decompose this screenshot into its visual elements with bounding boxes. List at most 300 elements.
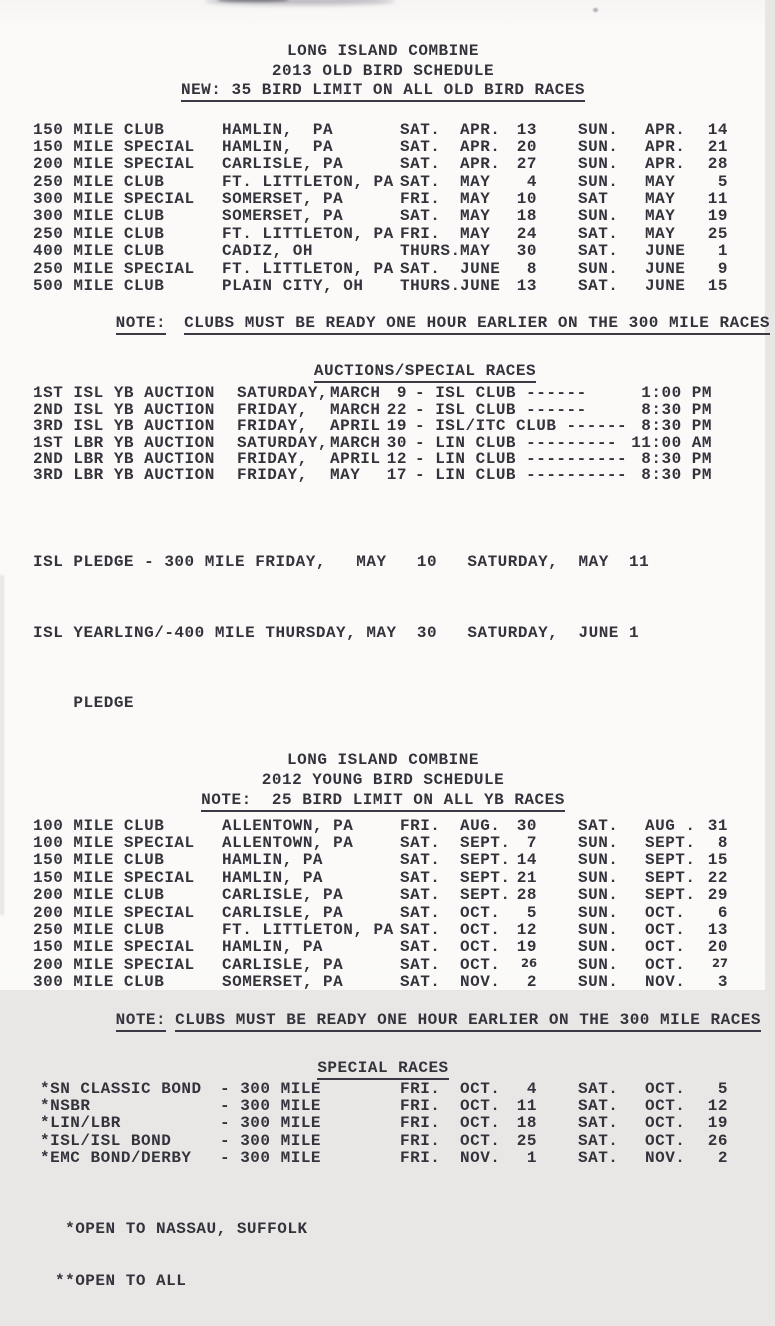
young-bird-race-table	[33, 818, 733, 992]
release-month-cell: SEPT.	[460, 886, 511, 905]
alt-day-cell: 26	[707, 1131, 728, 1150]
auction-row	[33, 451, 712, 467]
release-weekday-cell: FRI.	[400, 1114, 441, 1133]
column-gap	[537, 156, 578, 173]
release-day-cell: 13	[516, 277, 537, 296]
alt-month-cell: AUG .	[645, 816, 696, 835]
release-month-cell: MAY	[460, 224, 491, 243]
alt-weekday-cell: SAT.	[578, 1096, 619, 1115]
release-weekday-cell: FRI.	[400, 1096, 441, 1115]
release-weekday-cell: FRI.	[400, 816, 441, 835]
special-races-heading: SPECIAL RACES	[317, 1059, 448, 1080]
race-row	[33, 278, 733, 295]
column-gap	[537, 139, 578, 156]
note-text: CLUBS MUST BE READY ONE HOUR EARLIER ON THE 300 MILE RACES	[175, 1011, 761, 1032]
auction-time-cell: 8:30 PM	[641, 449, 712, 468]
release-month-cell: OCT.	[460, 921, 501, 939]
alt-weekday-cell: SUN.	[578, 973, 619, 992]
column-gap	[537, 1081, 578, 1098]
release-day-cell: 25	[516, 1131, 537, 1150]
location-cell: CARLISLE, PA	[222, 886, 344, 905]
release-day-cell: 26	[520, 955, 537, 970]
distance-cell: - 300 MILE	[220, 1079, 322, 1098]
alt-weekday-cell: SUN.	[578, 155, 619, 174]
alt-day-cell: 2	[717, 1149, 728, 1168]
alt-day-cell: 21	[707, 137, 728, 156]
auction-name-cell: 2ND LBR YB AUCTION	[33, 449, 215, 468]
column-gap	[537, 852, 578, 869]
auction-name-cell: 3RD LBR YB AUCTION	[33, 466, 215, 485]
column-gap	[537, 974, 578, 991]
race-row	[33, 139, 733, 156]
race-name-cell: 150 MILE CLUB	[33, 120, 165, 139]
race-row	[33, 208, 733, 225]
auction-day-cell: 19	[386, 417, 407, 436]
release-day-cell: 7	[526, 834, 537, 853]
release-day-cell: 1	[526, 1149, 537, 1168]
release-weekday-cell: SAT.	[400, 259, 441, 278]
special-race-row	[33, 1133, 733, 1150]
special-race-name-cell: *SN CLASSIC BOND	[40, 1079, 202, 1098]
alt-day-cell: 31	[707, 816, 728, 835]
auction-month-cell: MARCH	[330, 384, 381, 403]
column-gap	[537, 1133, 578, 1150]
release-weekday-cell: SAT.	[400, 155, 441, 174]
alt-weekday-cell: SAT	[578, 190, 609, 209]
race-name-cell: 400 MILE CLUB	[33, 242, 165, 261]
release-day-cell: 13	[516, 120, 537, 139]
column-gap	[537, 957, 578, 974]
release-day-cell: 8	[526, 259, 537, 278]
alt-day-cell: 12	[707, 1096, 728, 1115]
race-name-cell: 300 MILE CLUB	[33, 973, 165, 992]
release-weekday-cell: FRI.	[400, 1131, 441, 1150]
location-cell: ALLENTOWN, PA	[222, 816, 354, 835]
release-day-cell: 20	[516, 137, 537, 156]
auction-name-cell: 1ST ISL YB AUCTION	[33, 384, 215, 403]
alt-day-cell: 5	[717, 172, 728, 191]
race-row	[33, 852, 733, 869]
alt-weekday-cell: SAT.	[578, 816, 619, 835]
alt-month-cell: OCT.	[645, 1079, 686, 1098]
release-day-cell: 2	[526, 973, 537, 992]
alt-weekday-cell: SUN.	[578, 886, 619, 905]
alt-weekday-cell: SAT.	[578, 242, 619, 261]
race-row	[33, 174, 733, 191]
release-day-cell: 28	[516, 886, 537, 905]
release-weekday-cell: SAT.	[400, 834, 441, 853]
race-row	[33, 226, 733, 243]
release-day-cell: 4	[526, 172, 537, 191]
release-day-cell: 18	[516, 1114, 537, 1133]
old-bird-limit-note: NEW: 35 BIRD LIMIT ON ALL OLD BIRD RACES	[181, 81, 585, 102]
auction-day-cell: 22	[386, 400, 407, 419]
location-cell: FT. LITTLETON, PA	[222, 921, 394, 939]
race-row	[33, 957, 733, 974]
race-name-cell: 300 MILE CLUB	[33, 207, 165, 226]
special-races-table	[33, 1081, 733, 1168]
auction-club-cell: - ISL CLUB ------	[415, 400, 587, 419]
release-day-cell: 10	[516, 190, 537, 209]
release-month-cell: JUNE	[460, 277, 501, 296]
alt-month-cell: APR.	[645, 137, 686, 156]
note-label: NOTE:	[116, 1011, 167, 1032]
alt-weekday-cell: SUN.	[578, 903, 619, 922]
alt-month-cell: NOV.	[645, 973, 686, 992]
auction-day-cell: 30	[386, 433, 407, 452]
release-weekday-cell: THURS.	[400, 277, 461, 296]
release-day-cell: 30	[516, 816, 537, 835]
distance-cell: - 300 MILE	[220, 1149, 322, 1168]
release-month-cell: AUG.	[460, 816, 501, 835]
location-cell: CADIZ, OH	[222, 242, 313, 261]
auction-month-cell: APRIL	[330, 417, 381, 436]
release-weekday-cell: FRI.	[400, 190, 441, 209]
release-day-cell: 30	[516, 242, 537, 261]
release-weekday-cell: FRI.	[400, 224, 441, 243]
release-day-cell: 27	[516, 155, 537, 174]
alt-weekday-cell: SUN.	[578, 137, 619, 156]
alt-weekday-cell: SUN.	[578, 259, 619, 278]
auction-time-cell: 8:30 PM	[641, 466, 712, 485]
alt-weekday-cell: SUN.	[578, 834, 619, 853]
release-month-cell: OCT.	[460, 938, 501, 957]
release-month-cell: OCT.	[460, 955, 501, 974]
note-label: NOTE:	[116, 314, 167, 335]
release-weekday-cell: SAT.	[400, 973, 441, 992]
footnote-open-to-all: **OPEN TO ALL	[55, 1272, 187, 1291]
young-bird-limit-note: NOTE: 25 BIRD LIMIT ON ALL YB RACES	[201, 791, 565, 812]
alt-weekday-cell: SAT.	[578, 224, 619, 243]
release-month-cell: MAY	[460, 172, 491, 191]
release-month-cell: MAY	[460, 190, 491, 209]
pledge-lines	[33, 484, 733, 748]
location-cell: HAMLIN, PA	[222, 938, 324, 957]
auction-club-cell: - LIN CLUB ---------	[415, 433, 618, 452]
scan-edge-artifact	[0, 575, 4, 915]
alt-month-cell: APR.	[645, 120, 686, 139]
alt-month-cell: SEPT.	[645, 868, 696, 887]
alt-weekday-cell: SAT.	[578, 1149, 619, 1168]
race-row	[33, 905, 733, 922]
release-month-cell: APR.	[460, 137, 501, 156]
alt-day-cell: 8	[717, 834, 728, 853]
footnotes	[55, 1186, 733, 1326]
release-month-cell: OCT.	[460, 1131, 501, 1150]
footnote-nassau-suffolk: *OPEN TO NASSAU, SUFFOLK	[55, 1219, 308, 1238]
alt-day-cell: 5	[717, 1079, 728, 1098]
column-gap	[537, 1115, 578, 1132]
release-weekday-cell: SAT.	[400, 921, 441, 939]
alt-weekday-cell: SUN.	[578, 851, 619, 870]
release-month-cell: NOV.	[460, 973, 501, 992]
column-gap	[537, 226, 578, 243]
race-name-cell: 250 MILE CLUB	[33, 224, 165, 243]
release-weekday-cell: SAT.	[400, 886, 441, 905]
special-race-name-cell: *LIN/LBR	[40, 1114, 121, 1133]
release-day-cell: 24	[516, 224, 537, 243]
alt-month-cell: APR.	[645, 155, 686, 174]
race-name-cell: 100 MILE CLUB	[33, 816, 165, 835]
auction-club-cell: - LIN CLUB ----------	[415, 466, 628, 485]
auction-name-cell: 1ST LBR YB AUCTION	[33, 433, 215, 452]
special-race-name-cell: *ISL/ISL BOND	[40, 1131, 172, 1150]
race-name-cell: 200 MILE SPECIAL	[33, 903, 195, 922]
release-weekday-cell: SAT.	[400, 938, 441, 957]
release-weekday-cell: SAT.	[400, 137, 441, 156]
auction-weekday-cell: FRIDAY,	[237, 417, 308, 436]
race-name-cell: 100 MILE SPECIAL	[33, 834, 195, 853]
column-gap	[537, 261, 578, 278]
location-cell: HAMLIN, PA	[222, 137, 334, 156]
location-cell: CARLISLE, PA	[222, 955, 344, 974]
release-weekday-cell: SAT.	[400, 955, 441, 974]
young-bird-header	[33, 750, 733, 810]
combine-title: LONG ISLAND COMBINE	[287, 750, 479, 769]
release-day-cell: 11	[516, 1096, 537, 1115]
special-race-row	[33, 1115, 733, 1132]
column-gap	[537, 122, 578, 139]
old-bird-race-table	[33, 122, 733, 296]
auction-day-cell: 9	[396, 384, 407, 403]
auctions-heading: AUCTIONS/SPECIAL RACES	[314, 362, 536, 383]
location-cell: SOMERSET, PA	[222, 190, 344, 209]
auction-club-cell: - ISL/ITC CLUB ------	[415, 417, 628, 436]
special-race-name-cell: *EMC BOND/DERBY	[40, 1149, 192, 1168]
young-bird-note	[33, 993, 762, 1047]
race-name-cell: 250 MILE CLUB	[33, 921, 165, 939]
alt-month-cell: SEPT.	[645, 834, 696, 853]
race-row	[33, 191, 733, 208]
alt-day-cell: 3	[717, 973, 728, 992]
alt-month-cell: MAY	[645, 207, 676, 226]
alt-day-cell: 25	[707, 224, 728, 243]
old-bird-limit-line	[33, 81, 733, 101]
column-gap	[537, 1098, 578, 1115]
release-weekday-cell: FRI.	[400, 1079, 441, 1098]
auction-day-cell: 17	[386, 466, 407, 485]
column-gap	[537, 1150, 578, 1167]
auction-club-cell: - ISL CLUB ------	[415, 384, 587, 403]
column-gap	[537, 191, 578, 208]
auction-row	[33, 418, 712, 434]
alt-weekday-cell: SAT.	[578, 1079, 619, 1098]
auction-row	[33, 435, 712, 451]
auction-weekday-cell: FRIDAY,	[237, 400, 308, 419]
race-name-cell: 150 MILE SPECIAL	[33, 137, 195, 156]
auction-time-cell: 11:00 AM	[631, 433, 712, 452]
release-month-cell: SEPT.	[460, 851, 511, 870]
alt-day-cell: 9	[717, 259, 728, 278]
release-month-cell: MAY	[460, 242, 491, 261]
auction-weekday-cell: SATURDAY,	[237, 384, 328, 403]
race-row	[33, 939, 733, 956]
location-cell: ALLENTOWN, PA	[222, 834, 354, 853]
distance-cell: - 300 MILE	[220, 1114, 322, 1133]
race-name-cell: 150 MILE CLUB	[33, 851, 165, 870]
alt-month-cell: JUNE	[645, 277, 686, 296]
race-name-cell: 500 MILE CLUB	[33, 277, 165, 296]
column-gap	[537, 887, 578, 904]
alt-day-cell: 13	[707, 921, 728, 939]
column-gap	[537, 174, 578, 191]
alt-month-cell: JUNE	[645, 242, 686, 261]
alt-weekday-cell: SUN.	[578, 938, 619, 957]
alt-weekday-cell: SUN.	[578, 172, 619, 191]
race-name-cell: 300 MILE SPECIAL	[33, 190, 195, 209]
young-bird-limit-line	[33, 790, 733, 810]
release-month-cell: NOV.	[460, 1149, 501, 1168]
alt-day-cell: 6	[717, 903, 728, 922]
alt-month-cell: JUNE	[645, 259, 686, 278]
release-day-cell: 14	[516, 851, 537, 870]
location-cell: CARLISLE, PA	[222, 903, 344, 922]
alt-weekday-cell: SAT.	[578, 1131, 619, 1150]
race-row	[33, 887, 733, 904]
old-bird-schedule-title: 2013 OLD BIRD SCHEDULE	[271, 61, 495, 80]
alt-month-cell: MAY	[645, 190, 676, 209]
column-gap	[537, 208, 578, 225]
auction-row	[33, 385, 712, 401]
race-name-cell: 250 MILE SPECIAL	[33, 259, 195, 278]
race-name-cell: 250 MILE CLUB	[33, 172, 165, 191]
column-gap	[537, 939, 578, 956]
auction-name-cell: 3RD ISL YB AUCTION	[33, 417, 215, 436]
location-cell: HAMLIN, PA	[222, 851, 324, 870]
release-weekday-cell: SAT.	[400, 903, 441, 922]
release-month-cell: APR.	[460, 120, 501, 139]
race-name-cell: 200 MILE CLUB	[33, 886, 165, 905]
auction-time-cell: 1:00 PM	[641, 384, 712, 403]
race-name-cell: 200 MILE SPECIAL	[33, 155, 195, 174]
release-month-cell: SEPT.	[460, 834, 511, 853]
alt-day-cell: 1	[717, 242, 728, 261]
race-name-cell: 200 MILE SPECIAL	[33, 955, 195, 974]
race-row	[33, 243, 733, 260]
release-month-cell: SEPT.	[460, 868, 511, 887]
location-cell: SOMERSET, PA	[222, 973, 344, 992]
special-race-row	[33, 1098, 733, 1115]
column-gap	[537, 818, 578, 835]
release-month-cell: JUNE	[460, 259, 501, 278]
alt-weekday-cell: SUN.	[578, 868, 619, 887]
alt-day-cell: 19	[707, 207, 728, 226]
note-text: CLUBS MUST BE READY ONE HOUR EARLIER ON THE 300 MILE RACES	[184, 314, 770, 335]
distance-cell: - 300 MILE	[220, 1096, 322, 1115]
race-row	[33, 922, 733, 939]
old-bird-header	[33, 42, 733, 101]
location-cell: HAMLIN, PA	[222, 120, 334, 139]
pledge-line: PLEDGE	[33, 693, 135, 712]
release-day-cell: 4	[526, 1079, 537, 1098]
alt-month-cell: OCT.	[645, 1114, 686, 1133]
alt-month-cell: OCT.	[645, 903, 686, 922]
column-gap	[537, 870, 578, 887]
location-cell: FT. LITTLETON, PA	[222, 172, 394, 191]
alt-month-cell: OCT.	[645, 921, 686, 939]
alt-month-cell: SEPT.	[645, 886, 696, 905]
column-gap	[537, 243, 578, 260]
alt-day-cell: 27	[711, 955, 728, 970]
release-month-cell: APR.	[460, 155, 501, 174]
column-gap	[537, 905, 578, 922]
old-bird-note	[33, 296, 771, 350]
combine-title: LONG ISLAND COMBINE	[287, 42, 479, 60]
auction-weekday-cell: SATURDAY,	[237, 433, 328, 452]
alt-weekday-cell: SUN.	[578, 955, 619, 974]
auction-month-cell: APRIL	[330, 449, 381, 468]
release-day-cell: 18	[516, 207, 537, 226]
race-name-cell: 150 MILE SPECIAL	[33, 938, 195, 957]
alt-month-cell: OCT.	[645, 955, 686, 974]
alt-month-cell: OCT.	[645, 938, 686, 957]
document-content	[33, 0, 771, 1326]
auctions-heading-line	[75, 363, 775, 380]
location-cell: HAMLIN, PA	[222, 868, 324, 887]
auction-month-cell: MAY	[330, 466, 361, 485]
alt-day-cell: 28	[707, 155, 728, 174]
alt-weekday-cell: SAT.	[578, 1114, 619, 1133]
special-race-row	[33, 1081, 733, 1098]
release-weekday-cell: FRI.	[400, 1149, 441, 1168]
release-month-cell: OCT.	[460, 1096, 501, 1115]
race-row	[33, 870, 733, 887]
alt-month-cell: SEPT.	[645, 851, 696, 870]
pledge-line: ISL YEARLING/-400 MILE THURSDAY, MAY 30 SATURDAY, JUNE 1	[33, 623, 640, 642]
auction-time-cell: 8:30 PM	[641, 400, 712, 419]
release-month-cell: MAY	[460, 207, 491, 226]
column-gap	[537, 922, 578, 939]
release-weekday-cell: SAT.	[400, 172, 441, 191]
alt-day-cell: 15	[707, 277, 728, 296]
auction-day-cell: 12	[386, 449, 407, 468]
release-weekday-cell: SAT.	[400, 851, 441, 870]
auction-weekday-cell: FRIDAY,	[237, 449, 308, 468]
release-weekday-cell: SAT.	[400, 207, 441, 226]
alt-day-cell: 19	[707, 1114, 728, 1133]
alt-month-cell: OCT.	[645, 1131, 686, 1150]
location-cell: SOMERSET, PA	[222, 207, 344, 226]
race-row	[33, 835, 733, 852]
alt-weekday-cell: SUN.	[578, 921, 619, 939]
alt-day-cell: 22	[707, 868, 728, 887]
special-race-row	[33, 1150, 733, 1167]
alt-day-cell: 29	[707, 886, 728, 905]
release-day-cell: 5	[526, 903, 537, 922]
location-cell: FT. LITTLETON, PA	[222, 259, 394, 278]
race-row	[33, 122, 733, 139]
alt-month-cell: NOV.	[645, 1149, 686, 1168]
alt-month-cell: OCT.	[645, 1096, 686, 1115]
location-cell: FT. LITTLETON, PA	[222, 224, 394, 243]
alt-month-cell: MAY	[645, 224, 676, 243]
auction-time-cell: 8:30 PM	[641, 417, 712, 436]
alt-month-cell: MAY	[645, 172, 676, 191]
auction-row	[33, 467, 712, 483]
alt-weekday-cell: SAT.	[578, 277, 619, 296]
release-month-cell: OCT.	[460, 903, 501, 922]
auction-name-cell: 2ND ISL YB AUCTION	[33, 400, 215, 419]
race-row	[33, 974, 733, 991]
location-cell: PLAIN CITY, OH	[222, 277, 364, 296]
special-race-name-cell: *NSBR	[40, 1096, 91, 1115]
release-day-cell: 19	[516, 938, 537, 957]
auction-table	[33, 385, 712, 483]
alt-day-cell: 14	[707, 120, 728, 139]
special-races-heading-line	[33, 1060, 733, 1077]
column-gap	[537, 835, 578, 852]
location-cell: CARLISLE, PA	[222, 155, 344, 174]
